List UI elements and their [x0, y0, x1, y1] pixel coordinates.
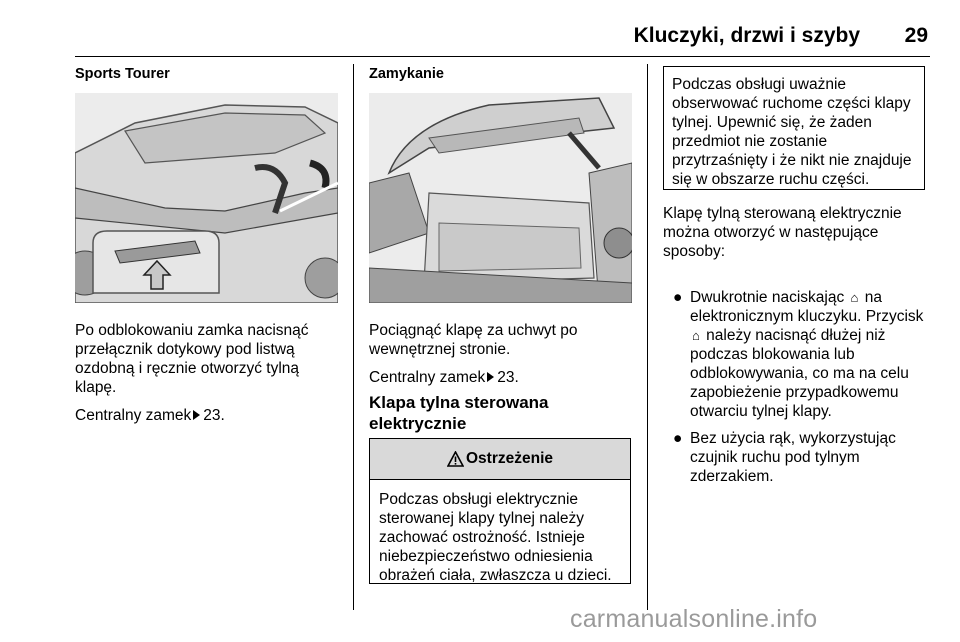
- page-reference-arrow-icon: [193, 410, 200, 420]
- reference-page: 23.: [203, 407, 225, 424]
- header-rule: [75, 56, 930, 57]
- list-item: [663, 288, 928, 421]
- reference-text: Centralny zamek: [369, 369, 486, 386]
- tailgate-key-icon: ⌂: [850, 290, 859, 305]
- list-item-text: na elektronicznym kluczyku. Przycisk: [690, 289, 924, 325]
- section-heading-line: elektrycznie: [369, 414, 467, 433]
- section-heading-power-tailgate: [369, 392, 639, 434]
- page-number: 29: [904, 24, 928, 47]
- warning-box: [369, 438, 631, 584]
- reference-text: Centralny zamek: [75, 407, 192, 424]
- paragraph: Po odblokowaniu zamka nacisnąć przełącznik dotykowy pod listwą ozdobną i ręcznie otworzyć tylną klapę.: [75, 322, 309, 396]
- list-item-text: Dwukrotnie naciskając: [690, 289, 845, 306]
- bullet-icon: ●: [673, 430, 683, 447]
- page-reference-arrow-icon: [487, 372, 494, 382]
- caution-note-box: Podczas obsługi uważnie obserwować ruchome części klapy tylnej. Upewnić się, że żaden przedmiot nie zostanie przytrzaśnięty i że nikt nie znajduje się w obszarze ruchu części.: [663, 66, 925, 190]
- section-heading-line: Klapa tylna sterowana: [369, 393, 549, 412]
- running-header-title: Kluczyki, drzwi i szyby: [633, 24, 860, 47]
- tailgate-key-icon: ⌂: [692, 328, 700, 343]
- closing-tailgate-illustration: [369, 93, 632, 303]
- warning-body: Podczas obsługi elektrycznie sterowanej klapy tylnej należy zachować ostrożność. Istnieje niebezpieczeństwo odniesienia obrażeń ciała, zwłaszcza u dzieci.: [379, 491, 612, 584]
- section-heading-sports-tourer: Sports Tourer: [75, 66, 170, 82]
- cross-reference: [369, 368, 634, 387]
- warning-title: Ostrzeżenie: [465, 450, 553, 467]
- opening-methods-list: [663, 288, 928, 494]
- bullet-icon: ●: [673, 289, 683, 306]
- column-2-text: [369, 321, 634, 396]
- column-divider-1: [353, 64, 354, 610]
- warning-triangle-icon: [447, 451, 464, 467]
- section-heading-zamykanie: Zamykanie: [369, 66, 444, 82]
- tailgate-switch-illustration: [75, 93, 338, 303]
- list-item: [663, 429, 928, 486]
- watermark: carmanualsonline.info: [570, 605, 818, 633]
- warning-header: [370, 439, 630, 480]
- paragraph: Pociągnąć klapę za uchwyt po wewnętrznej stronie.: [369, 322, 578, 358]
- list-item-text: należy nacisnąć dłużej niż podczas blokowania lub odblokowywania, co ma na celu zapobieżenie przypadkowemu otwarciu tylnej klapy.: [690, 327, 909, 420]
- column-1-text: [75, 321, 340, 434]
- reference-page: 23.: [497, 369, 519, 386]
- list-item-text: Bez użycia rąk, wykorzystując czujnik ruchu pod tylnym zderzakiem.: [690, 430, 896, 485]
- cross-reference: [75, 406, 340, 425]
- column-divider-2: [647, 64, 648, 610]
- column-3-intro: Klapę tylną sterowaną elektrycznie można otworzyć w następujące sposoby:: [663, 205, 902, 260]
